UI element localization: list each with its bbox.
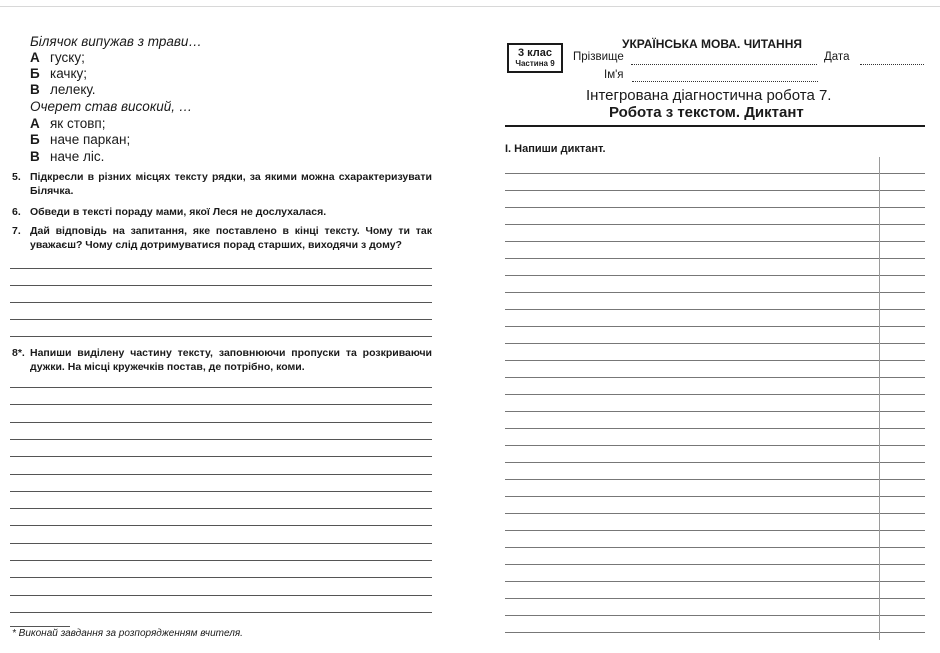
ruled-line (505, 275, 925, 276)
ruled-line (10, 285, 432, 286)
name-field[interactable] (632, 81, 818, 82)
surname-label: Прізвище (573, 51, 624, 63)
ruled-line (505, 241, 925, 242)
ruled-line (10, 268, 432, 269)
surname-field[interactable] (631, 64, 817, 65)
ruled-line (505, 207, 925, 208)
header-divider (505, 125, 925, 127)
page-top-border (0, 6, 940, 7)
ruled-line (10, 491, 432, 492)
ruled-line (505, 513, 925, 514)
ruled-line (505, 615, 925, 616)
option-c[interactable]: В наче ліс. (30, 149, 105, 164)
ruled-line (505, 462, 925, 463)
ruled-line (10, 612, 432, 613)
ruled-line (10, 577, 432, 578)
ruled-line (505, 581, 925, 582)
ruled-line (10, 456, 432, 457)
date-field[interactable] (860, 64, 924, 65)
ruled-line (10, 525, 432, 526)
ruled-line (10, 387, 432, 388)
task-7: 7. Дай відповідь на запитання, яке поставлено в кінці тексту. Чому ти так уважаєш? Чому слід дотримуватися порад старших, виходячи з дому? (12, 225, 432, 251)
question-stem-1: Білячок випужав з трави… (30, 34, 202, 49)
ruled-line (10, 543, 432, 544)
ruled-line (10, 422, 432, 423)
ruled-line (505, 173, 925, 174)
task-6: 6. Обведи в тексті пораду мами, якої Леся не дослухалася. (12, 206, 327, 218)
ruled-line (505, 258, 925, 259)
ruled-line (505, 377, 925, 378)
question-stem-2: Очерет став високий, … (30, 99, 193, 114)
ruled-line (505, 632, 925, 633)
date-label: Дата (824, 51, 850, 63)
work-title: Інтегрована діагностична робота 7. (586, 87, 832, 104)
option-c[interactable]: В лелеку. (30, 82, 96, 97)
ruled-line (505, 224, 925, 225)
ruled-line (505, 530, 925, 531)
ruled-line (10, 336, 432, 337)
ruled-line (505, 496, 925, 497)
option-b[interactable]: Б наче паркан; (30, 132, 131, 147)
ruled-line (505, 343, 925, 344)
ruled-line (505, 326, 925, 327)
footnote: * Виконай завдання за розпорядженням вчителя. (12, 628, 243, 639)
name-label: Ім'я (604, 69, 624, 81)
ruled-line (505, 309, 925, 310)
ruled-line (10, 595, 432, 596)
ruled-line (505, 479, 925, 480)
ruled-line (505, 190, 925, 191)
ruled-line (10, 474, 432, 475)
ruled-line (10, 560, 432, 561)
task-5: 5. Підкресли в різних місцях тексту рядки, за якими можна схарактеризувати Білячка. (12, 171, 432, 197)
ruled-line (10, 508, 432, 509)
ruled-line (10, 319, 432, 320)
grade-box: 3 клас Частина 9 (507, 43, 563, 73)
ruled-line (505, 547, 925, 548)
footnote-divider (10, 626, 70, 627)
ruled-line (10, 439, 432, 440)
work-subtitle: Робота з текстом. Диктант (609, 104, 804, 121)
ruled-line (505, 445, 925, 446)
task-8: 8*. Напиши виділену частину тексту, заповнюючи пропуски та розкриваючи дужки. На місці кружечків постав, де потрібно, коми. (12, 347, 432, 373)
ruled-line (10, 404, 432, 405)
ruled-line (505, 428, 925, 429)
margin-line (879, 157, 880, 640)
ruled-line (505, 292, 925, 293)
option-a[interactable]: А як стовп; (30, 116, 106, 131)
ruled-line (505, 564, 925, 565)
ruled-line (505, 411, 925, 412)
option-a[interactable]: А гуску; (30, 50, 85, 65)
ruled-line (505, 598, 925, 599)
ruled-line (505, 394, 925, 395)
dictation-task-label: І. Напиши диктант. (505, 143, 606, 155)
option-b[interactable]: Б качку; (30, 66, 88, 81)
ruled-line (10, 302, 432, 303)
subject-title: УКРАЇНСЬКА МОВА. ЧИТАННЯ (622, 37, 802, 51)
ruled-line (505, 360, 925, 361)
